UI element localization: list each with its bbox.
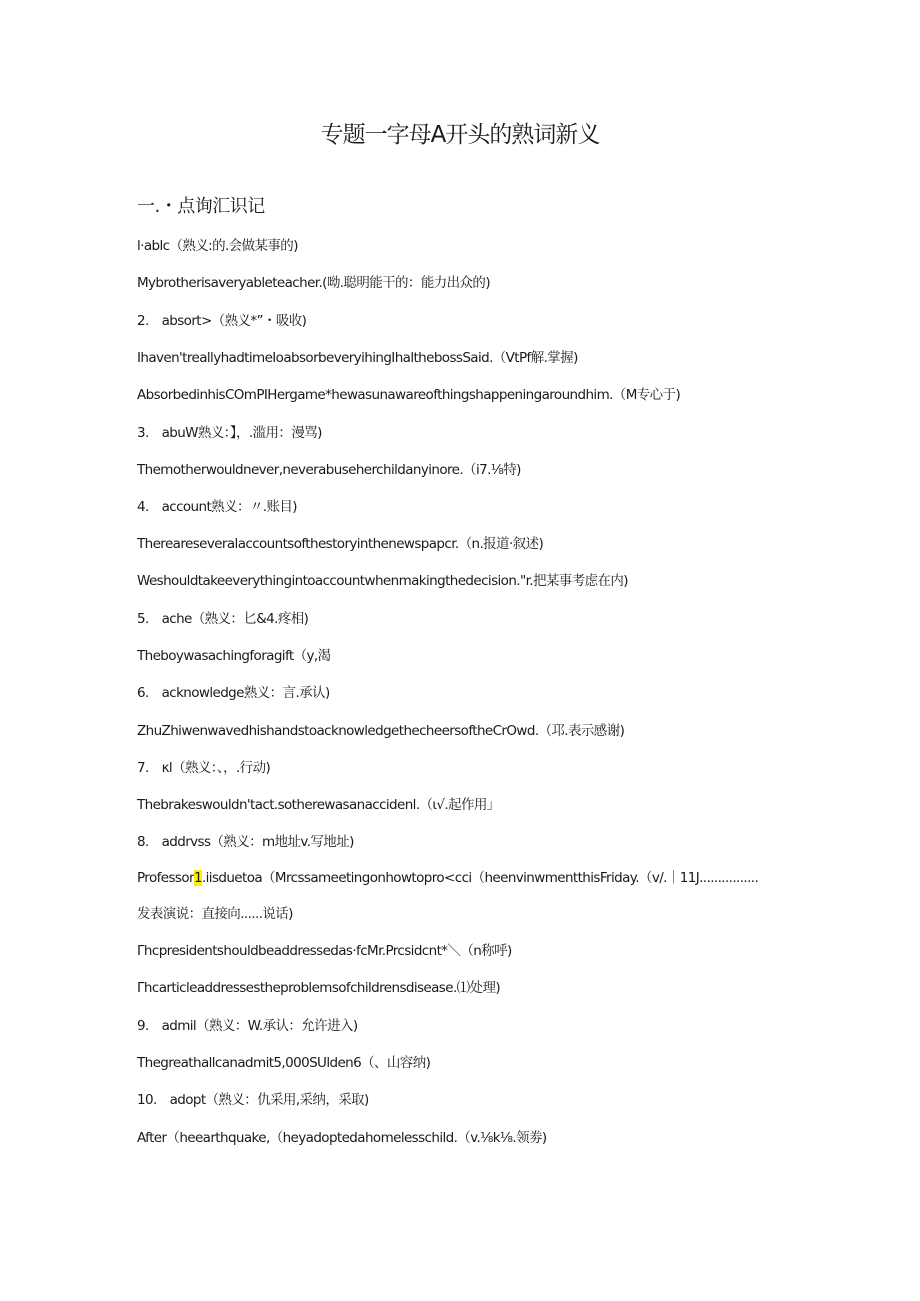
- text-line: Thebrakeswouldn'tact.sotherewasanaccidenl.（ι√.起作用」: [137, 797, 500, 813]
- section-heading: 一.・点询汇识记: [137, 196, 265, 217]
- text-line: Themotherwouldnever,neverabuseherchildanyinore.（i7.⅛特): [137, 462, 521, 478]
- text-line: 9. admil（熟义：W.承认：允许进入): [137, 1018, 358, 1034]
- text-line: 4. account熟义：〃.账目): [137, 499, 297, 515]
- text-line: Weshouldtakeeverythingintoaccountwhenmakingthedecision."r.把某事考虑在内): [137, 573, 628, 589]
- highlighted-mark: 1: [193, 870, 202, 886]
- text-line: Thegreathallcanadmit5,000SUlden6（、山容纳): [137, 1055, 431, 1071]
- page-title: 专题一字母A开头的熟词新义: [320, 122, 600, 148]
- text-line: Ihaven'treallyhadtimeIoabsorbeveryihingIhalthebossSaid.（VtPf解.掌握): [137, 350, 578, 366]
- text-line: ZhuZhiwenwavedhishandstoacknowledgethecheersoftheCrOwd.（邛.表示感谢): [137, 723, 625, 739]
- text-line: 10. adopt（熟义：仇采用,采纳，采取): [137, 1092, 369, 1108]
- text-line: 8. addrvss（熟义：m地址v.写地址): [137, 834, 354, 850]
- text-line: 3. abuW熟义：】，.滥用：漫骂): [137, 425, 322, 441]
- text-line: 2. absort>（熟义*”・吸收): [137, 313, 307, 329]
- text-line: Thereareseveralaccountsofthestoryinthenewspapcr.（n.报道·叙述): [137, 536, 544, 552]
- text-line: After（heearthquake,（heyadoptedahomelesschild.（v.⅛k⅛.领劵): [137, 1130, 547, 1146]
- text-line: 5. ache（熟义：匕&4.疼相): [137, 611, 309, 627]
- text-line: Γhcarticleaddressestheproblemsofchildrensdisease.⑴处理): [137, 980, 501, 996]
- text-line: Γhcpresidentshouldbeaddressedas·fcMr.Prcsidcnt*＼（n称呼): [137, 943, 512, 959]
- text-line: Mybrotherisaveryableteacher.(呦.聪明能干的：能力出众的): [137, 275, 490, 291]
- text-line: l·ablc（熟义:的.会做某事的): [137, 238, 298, 254]
- professor-text-after: .iisduetoa（Mrcssameetingonhowtopro<cci（heenvinwmentthisFriday.（v∕.｜11J................: [201, 870, 759, 886]
- text-line: 发表演说：直接向......说话): [137, 906, 293, 922]
- professor-text-before: Professor: [137, 870, 194, 886]
- text-line: 7. κl（熟义：、，.行动): [137, 760, 271, 776]
- text-line-professor: [137, 866, 758, 886]
- text-line: 6. acknowledge熟义：言.承认): [137, 685, 330, 701]
- text-line: AbsorbedinhisCOmPIHergame*hewasunawareofthingshappeningaroundhim.（M专心于): [137, 387, 681, 403]
- text-line: Theboywasachingforagift（y,渴: [137, 648, 331, 664]
